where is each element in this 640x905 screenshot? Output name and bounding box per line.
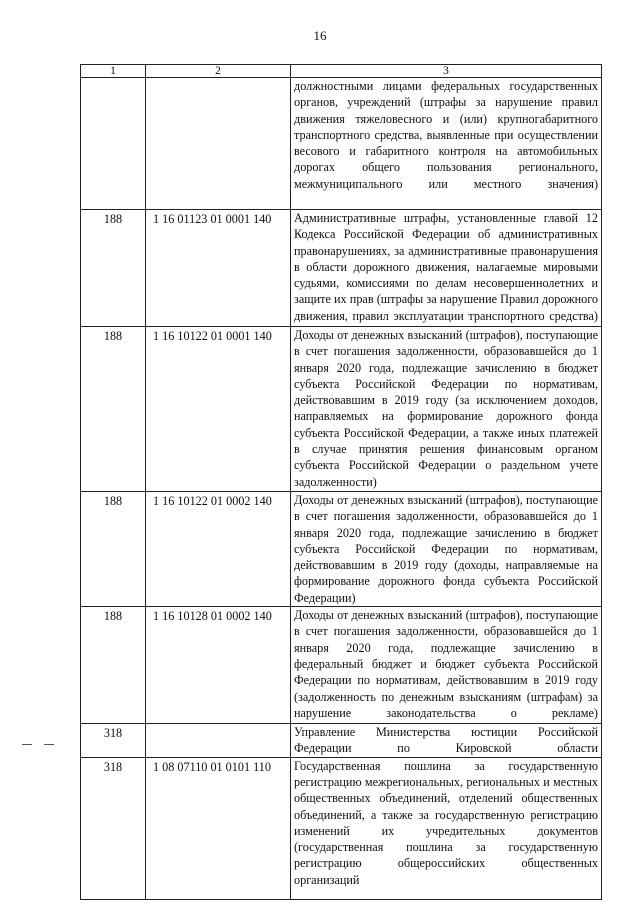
table-row [81, 210, 602, 327]
table-row [81, 607, 602, 724]
budget-code-cell: 1 16 10128 01 0002 140 [146, 607, 291, 724]
description-cell: должностными лицами федеральных государственных органов, учреждений (штрафы за нарушение правил движения тяжеловесного и (или) крупногабаритного транспортного средства, выявленные при осуществлении весового и габаритного контроля на автомобильных дорогах общего пользования регионального, межмуниципального или местного значения) [291, 78, 602, 210]
description-cell: Доходы от денежных взысканий (штрафов), поступающие в счет погашения задолженности, образовавшейся до 1 января 2020 года, подлежащие зачислению в бюджет субъекта Российской Федерации по нормативам, действовавшим в 2019 году (доходы, направляемые на формирование дорожного фонда субъекта Российской Федерации) [291, 492, 602, 607]
budget-code-cell [146, 78, 291, 210]
table-row [81, 757, 602, 899]
table-row [81, 327, 602, 492]
column-header-1: 1 [81, 65, 146, 78]
table-header-row [81, 65, 602, 78]
admin-code-cell: 188 [81, 210, 146, 327]
table-row [81, 78, 602, 210]
scan-margin-mark [22, 744, 32, 745]
scan-margin-mark [44, 744, 54, 745]
column-header-3: 3 [291, 65, 602, 78]
description-cell: Административные штрафы, установленные главой 12 Кодекса Российской Федерации об административных правонарушениях, за административные правонарушения в области дорожного движения, налагаемые мировыми судьями, комиссиями по делам несовершеннолетних и защите их прав (штрафы за нарушение Правил дорожного движения, правил эксплуатации транспортного средства) [291, 210, 602, 327]
table-row [81, 492, 602, 607]
admin-code-cell: 318 [81, 757, 146, 899]
description-cell: Доходы от денежных взысканий (штрафов), поступающие в счет погашения задолженности, образовавшейся до 1 января 2020 года, подлежащие зачислению в бюджет субъекта Российской Федерации по нормативам, действовавшим в 2019 году (за исключением доходов, направляемых на формирование дорожного фонда субъекта Российской Федерации, а также иных платежей в случае принятия решения финансовым органом субъекта Российской Федерации о раздельном учете задолженности) [291, 327, 602, 492]
budget-code-cell [146, 724, 291, 758]
description-cell: Доходы от денежных взысканий (штрафов), поступающие в счет погашения задолженности, образовавшейся до 1 января 2020 года, подлежащие зачислению в федеральный бюджет и бюджет субъекта Российской Федерации по нормативам, действовавшим в 2019 году (задолженность по денежным взысканиям (штрафам) за нарушение законодательства о рекламе) [291, 607, 602, 724]
column-header-2: 2 [146, 65, 291, 78]
budget-code-cell: 1 08 07110 01 0101 110 [146, 757, 291, 899]
admin-code-cell: 188 [81, 492, 146, 607]
budget-code-cell: 1 16 10122 01 0002 140 [146, 492, 291, 607]
description-cell: Государственная пошлина за государственную регистрацию межрегиональных, региональных и местных общественных объединений, отделений общественных объединений, а также за государственную регистрацию изменений их учредительных документов (государственная пошлина за государственную регистрацию общероссийских общественных организаций [291, 757, 602, 899]
admin-code-cell: 188 [81, 327, 146, 492]
budget-code-cell: 1 16 10122 01 0001 140 [146, 327, 291, 492]
description-cell: Управление Министерства юстиции Российской Федерации по Кировской области [291, 724, 602, 758]
table-row [81, 724, 602, 758]
revenue-codes-table [80, 64, 602, 900]
admin-code-cell: 318 [81, 724, 146, 758]
budget-code-cell: 1 16 01123 01 0001 140 [146, 210, 291, 327]
admin-code-cell [81, 78, 146, 210]
admin-code-cell: 188 [81, 607, 146, 724]
page-number: 16 [313, 28, 327, 43]
